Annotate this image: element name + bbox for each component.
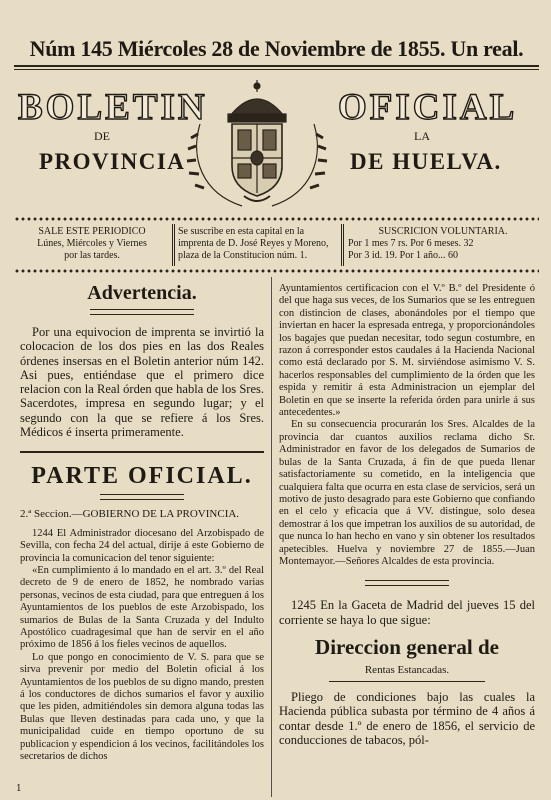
subscription-line-2: imprenta de D. José Reyes y Moreno, bbox=[178, 238, 329, 249]
info-divider-1 bbox=[172, 224, 175, 266]
info-box-prices bbox=[348, 226, 538, 262]
footer-mark: 1 bbox=[16, 784, 22, 794]
prices-line-2: Por 3 id. 19. Por 1 año... 60 bbox=[348, 250, 458, 261]
advertencia-flourish bbox=[90, 309, 194, 315]
paragraph-loque: Lo que pongo en conocimiento de V. S. para que se sirva prevenir por medio del Boletin oficial á los Ayuntamientos de los pueblos de su digno mando, presten á los conductores de dichos sumarios el favor y auxilio que les piden, admitiéndoles sin demora alguna todas las Bulas que lleven destinadas para cada uno, y que la municipalidad cuide en tiempo oportuno de su publicacion y espendicion á los vecinos, facilitándoles los secretarios de dichos bbox=[20, 651, 264, 763]
advertencia-text: Por una equivocion de imprenta se invirtió la colocacion de los dos pies en las dos Reales órdenes insersas en el Boletin anterior núm 142. Asi pues, entiéndase que el primero dice relacion con la Real órden que habla de los Sres. Sacerdotes, impresa en segundo lugar; y el segundo con la que se refiere á los Sres. Médicos é inserta primeramente. bbox=[20, 325, 264, 440]
title-word-boletin: BOLETIN bbox=[18, 87, 208, 128]
masthead-rule-top bbox=[14, 65, 539, 67]
dotted-border-bottom bbox=[14, 268, 539, 274]
parte-oficial-heading: PARTE OFICIAL. bbox=[31, 463, 253, 490]
paragraph-quote: «En cumplimiento á lo mandado en el art. 3.º del Real decreto de 9 de enero de 1852, he nombrado varias personas, vecinos de esta ciudad, para que entreguen á los Ayuntamientos de los pueblos de este Arzobispado, los sumarios de Bulas de la Santa Cruzada y del Indulto Apostólico cuadragesimal que han de servir en el año próximo de 1856 á los fieles vecinos de aquellos. bbox=[20, 565, 264, 651]
issue-line: Núm 145 Miércoles 28 de Noviembre de 1855. Un real. bbox=[29, 36, 524, 61]
schedule-title: SALE ESTE PERIODICO bbox=[38, 226, 146, 237]
column-divider bbox=[271, 277, 272, 797]
parte-flourish bbox=[100, 494, 184, 500]
title-word-de: DE bbox=[94, 129, 110, 143]
subscription-line-3: plaza de la Constitucion núm. 1. bbox=[178, 250, 308, 261]
masthead-rule-top-thin bbox=[14, 69, 539, 70]
info-box-subscription-place bbox=[178, 226, 338, 262]
section-rule bbox=[20, 451, 264, 453]
paragraph-1244: 1244 El Administrador diocesano del Arzobispado de Sevilla, con fecha 24 del actual, dirije á este Gobierno de provincia la comunicacion del tenor siguiente: bbox=[20, 527, 264, 564]
title-word-oficial: OFICIAL bbox=[338, 87, 518, 128]
title-word-la: LA bbox=[414, 129, 430, 143]
advertencia-heading: Advertencia. bbox=[87, 282, 197, 304]
right-flourish bbox=[365, 580, 449, 586]
rentas-subtitle: Rentas Estancadas. bbox=[364, 663, 450, 676]
paragraph-consecuencia: En su consecuencia procurarán los Sres. Alcaldes de la provincia dar cuantos auxilios reclama dicho Sr. Administrador en favor de los delegados de Sumarios de bulas de la Santa Cruzada, á fin de que pueda llenar satisfactoriamente su cometido, en la inteligencia que cualquiera falta que ocurra en esta clase de servicios, será un motivo de justo desagrado para este Gobierno que confiando en el celo y eficacia que á VV. distingue, solo desea demostrar á los que impetran los auxilios de su autoridad, de que nunca lo han hecho en vano y sin obtener los resultados apetecibles. Huelva y noviembre 27 de 1855.—Juan Montemayor.—Señores Alcaldes de esta provincia. bbox=[279, 419, 535, 567]
dotted-border-top bbox=[14, 216, 539, 222]
subscription-line-1: Se suscribe en esta capital en la bbox=[178, 226, 305, 237]
prices-title: SUSCRICION VOLUNTARIA. bbox=[378, 226, 508, 237]
info-divider-2 bbox=[341, 224, 344, 266]
royal-coat-of-arms-icon bbox=[182, 78, 332, 212]
title-word-provincia: PROVINCIA bbox=[39, 149, 186, 174]
title-word-de-huelva: DE HUELVA. bbox=[350, 149, 502, 174]
direccion-heading: Direccion general de bbox=[315, 634, 499, 659]
schedule-days: Lúnes, Miércoles y Viernes bbox=[37, 238, 147, 249]
schedule-time: por las tardes. bbox=[64, 250, 120, 261]
info-box-schedule bbox=[16, 226, 168, 262]
rentas-rule bbox=[329, 681, 485, 682]
seccion-line: 2.ª Seccion.—GOBIERNO DE LA PROVINCIA. bbox=[20, 508, 240, 521]
paragraph-continuation: Ayuntamientos certificacion con el V.º B.º del Presidente ó del que haga sus veces, de los Sumarios que se les entreguen con distincion de clases, abonándoles por el tiempo que inviertan en hacer la espresada entrega, y proporcionándoles los bagajes que puedan necesitar, todo segun costumbre, en razon á corresponder estos caudales á la Hacienda Nacional como está declarado por S. M. sirviéndose asimismo V. S. hacerlos responsables del cumplimiento de la órden que les espida y remitir á esta Administracion un ejemplar del Boletin en que se inserte la referida órden para unirle á sus antecedentes.» bbox=[279, 283, 535, 419]
paragraph-1245: 1245 En la Gaceta de Madrid del jueves 15 del corriente se haya lo que sigue: bbox=[279, 598, 535, 627]
pliego-text: Pliego de condiciones bajo las cuales la Hacienda pública subasta por término de 4 años á contar desde 1.º de enero de 1856, el servicio de conducciones de tabacos, pól- bbox=[279, 689, 535, 747]
left-column bbox=[20, 282, 264, 764]
prices-line-1: Por 1 mes 7 rs. Por 6 meses. 32 bbox=[348, 238, 474, 249]
right-column bbox=[279, 283, 535, 747]
